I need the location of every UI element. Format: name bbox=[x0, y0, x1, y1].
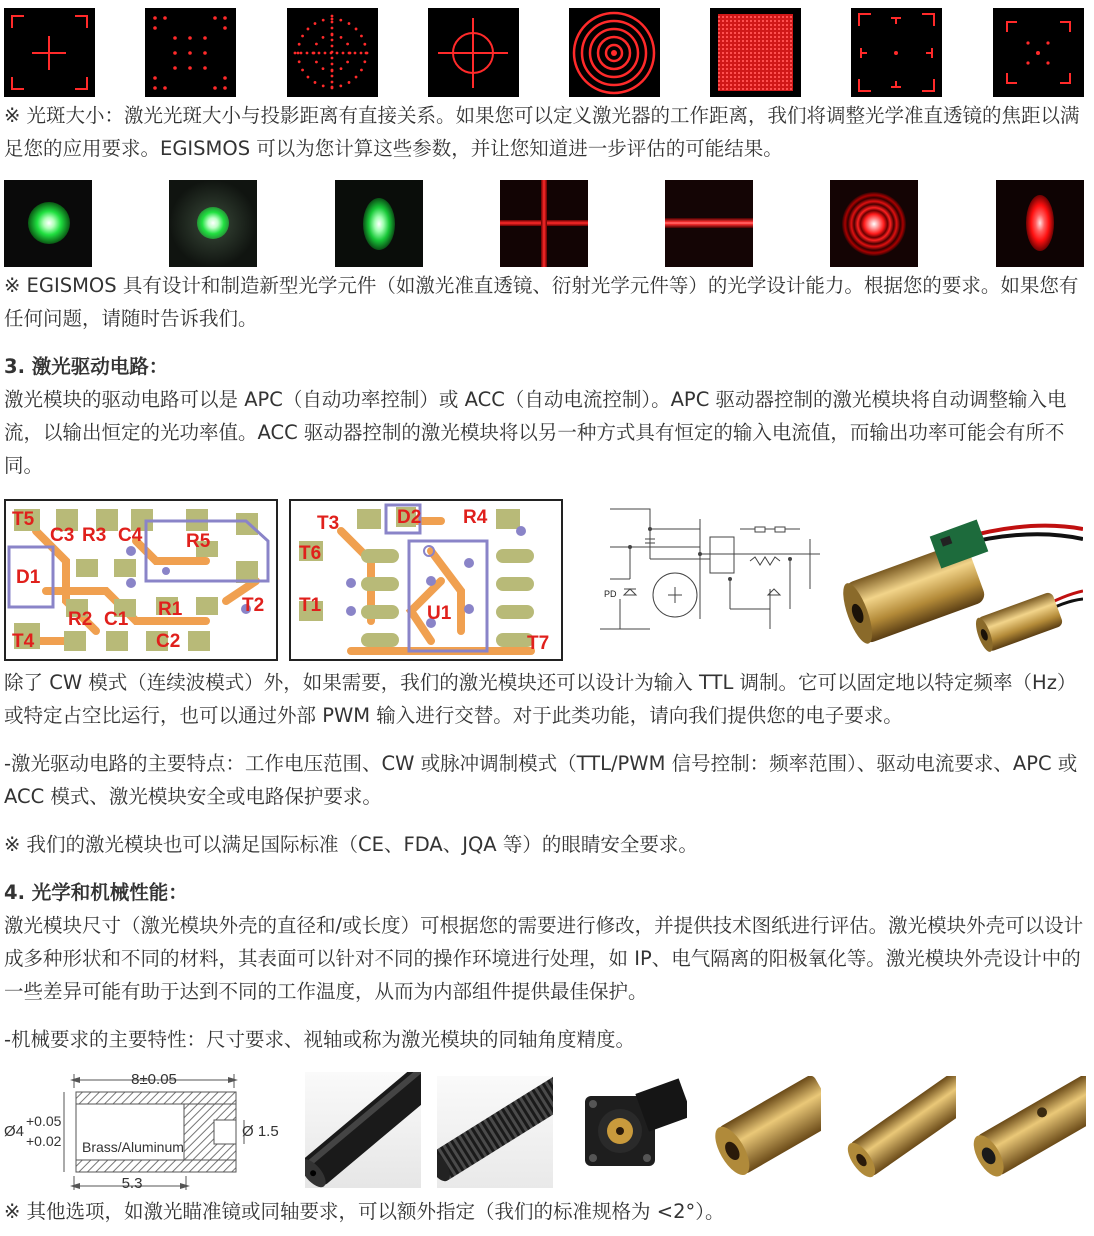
pcb1-label: T4 bbox=[12, 631, 35, 652]
dim-inner-length: 5.3 bbox=[121, 1175, 143, 1192]
laser-module-photo bbox=[839, 499, 1083, 661]
green-dot-spot-2 bbox=[169, 180, 257, 267]
brass-hole-housing-photo bbox=[970, 1076, 1086, 1188]
para-features: -激光驱动电路的主要特点：工作电压范围、CW 或脉冲调制模式（TTL/PWM 信号控制：频率范围）、驱动电流要求、APC 或 ACC 模式、激光模块安全或电路保护要求。 bbox=[4, 752, 1078, 808]
schematic-pd-label: PD bbox=[604, 589, 617, 599]
pcb-layout-2 bbox=[289, 499, 563, 661]
dim-tol-plus: +0.05 bbox=[26, 1113, 62, 1129]
crosshair-circle-pattern bbox=[428, 8, 519, 97]
pcb2-label: T6 bbox=[299, 543, 322, 564]
pcb2-label: D2 bbox=[397, 507, 422, 528]
pcb1-label: R3 bbox=[82, 525, 107, 546]
red-ellipse-spot bbox=[996, 180, 1084, 267]
note-safety: ※ 我们的激光模块也可以满足国际标准（CE、FDA、JQA 等）的眼睛安全要求。 bbox=[4, 833, 698, 856]
green-dot-spot bbox=[4, 180, 92, 267]
red-cross-line bbox=[500, 180, 588, 267]
section4-body: 激光模块尺寸（激光模块外壳的直径和/或长度）可根据您的需要进行修改，并提供技术图纸进行评估。激光模块外壳可以设计成多种形状和不同的材料，其表面可以针对不同的操作环境进行处理，如 IP、电气隔离的阳极氧化等。激光模块外壳设计中的一些差异可能有助于达到不同的工作温度，从而为内部组件提供最佳保护。 bbox=[4, 914, 1084, 1003]
technical-drawing bbox=[4, 1068, 294, 1192]
pcb-layout-1 bbox=[4, 499, 278, 661]
brass-threaded-housing-photo bbox=[705, 1076, 821, 1188]
para-ttl: 除了 CW 模式（连续波模式）外，如果需要，我们的激光模块还可以设计为输入 TTL 调制。它可以固定地以特定频率（Hz） 或特定占空比运行，也可以通过外部 PWM 输入进行交替。对于此类功能，请向我们提供您的电子要求。 bbox=[4, 671, 1077, 727]
section3-heading: 3. 激光驱动电路： bbox=[4, 355, 169, 378]
dim-length: 8±0.05 bbox=[131, 1071, 177, 1088]
black-smooth-housing-photo bbox=[305, 1072, 421, 1188]
pcb1-label: R5 bbox=[186, 531, 211, 552]
pcb1-label: C1 bbox=[104, 609, 129, 630]
pcb2-label: U1 bbox=[427, 603, 452, 624]
concentric-rings-pattern bbox=[569, 8, 660, 97]
red-horizontal-line bbox=[665, 180, 753, 267]
pcb2-label: R4 bbox=[463, 507, 488, 528]
pcb2-label: T7 bbox=[527, 633, 550, 654]
grid-square-pattern bbox=[710, 8, 801, 97]
pcb1-label: D1 bbox=[16, 567, 41, 588]
section4-heading: 4. 光学和机械性能： bbox=[4, 881, 188, 904]
note-options: ※ 其他选项，如激光瞄准镜或同轴要求，可以额外指定（我们的标准规格为 <2°）。 bbox=[4, 1200, 725, 1223]
note-spot-size: ※ 光斑大小：激光光斑大小与投影距离有直接关系。如果您可以定义激光器的工作距离，我们将调整光学准直透镜的焦距以满足您的应用要求。EGISMOS 可以为您计算这些参数，并让您知道进一步评估的可能结果。 bbox=[4, 104, 1080, 160]
circuit-schematic bbox=[590, 499, 825, 639]
cross-pattern bbox=[4, 8, 95, 97]
pcb1-label: R1 bbox=[158, 599, 183, 620]
pcb1-label: T5 bbox=[12, 509, 35, 530]
square-flange-housing-photo bbox=[571, 1076, 687, 1188]
pcb2-label: T3 bbox=[317, 513, 340, 534]
pcb1-label: C2 bbox=[156, 631, 181, 652]
pcb1-label: T2 bbox=[242, 595, 265, 616]
green-ellipse-spot bbox=[335, 180, 423, 267]
red-ring-spot bbox=[830, 180, 918, 267]
note-optics: ※ EGISMOS 具有设计和制造新型光学元件（如激光准直透镜、衍射光学元件等）的光学设计能力。根据您的要求。如果您有任何问题，请随时告诉我们。 bbox=[4, 274, 1079, 330]
pcb2-label: T1 bbox=[299, 595, 322, 616]
dotted-crosshair-pattern bbox=[287, 8, 378, 97]
drawing-material: Brass/Aluminum bbox=[82, 1139, 184, 1155]
black-threaded-housing-photo bbox=[437, 1076, 553, 1188]
brass-smooth-housing-photo bbox=[840, 1076, 956, 1188]
dot-grid-pattern bbox=[145, 8, 236, 97]
corner-bracket-cross-pattern bbox=[851, 8, 942, 97]
para-mech: -机械要求的主要特性：尺寸要求、视轴或称为激光模块的同轴角度精度。 bbox=[4, 1028, 636, 1051]
corner-bracket-dots-pattern bbox=[993, 8, 1084, 97]
dim-tol-minus: +0.02 bbox=[26, 1133, 62, 1149]
dim-diameter: Ø4 bbox=[4, 1123, 25, 1140]
pcb1-label: R2 bbox=[68, 609, 93, 630]
pcb1-label: C3 bbox=[50, 525, 75, 546]
pcb1-label: C4 bbox=[118, 525, 143, 546]
section3-body: 激光模块的驱动电路可以是 APC（自动功率控制）或 ACC（自动电流控制）。APC 驱动器控制的激光模块将自动调整输入电流，以输出恒定的光功率值。ACC 驱动器控制的激光模块将以另一种方式具有恒定的输入电流值，而输出功率可能会有所不同。 bbox=[4, 388, 1067, 477]
dim-hole: Ø 1.5 bbox=[242, 1123, 279, 1140]
